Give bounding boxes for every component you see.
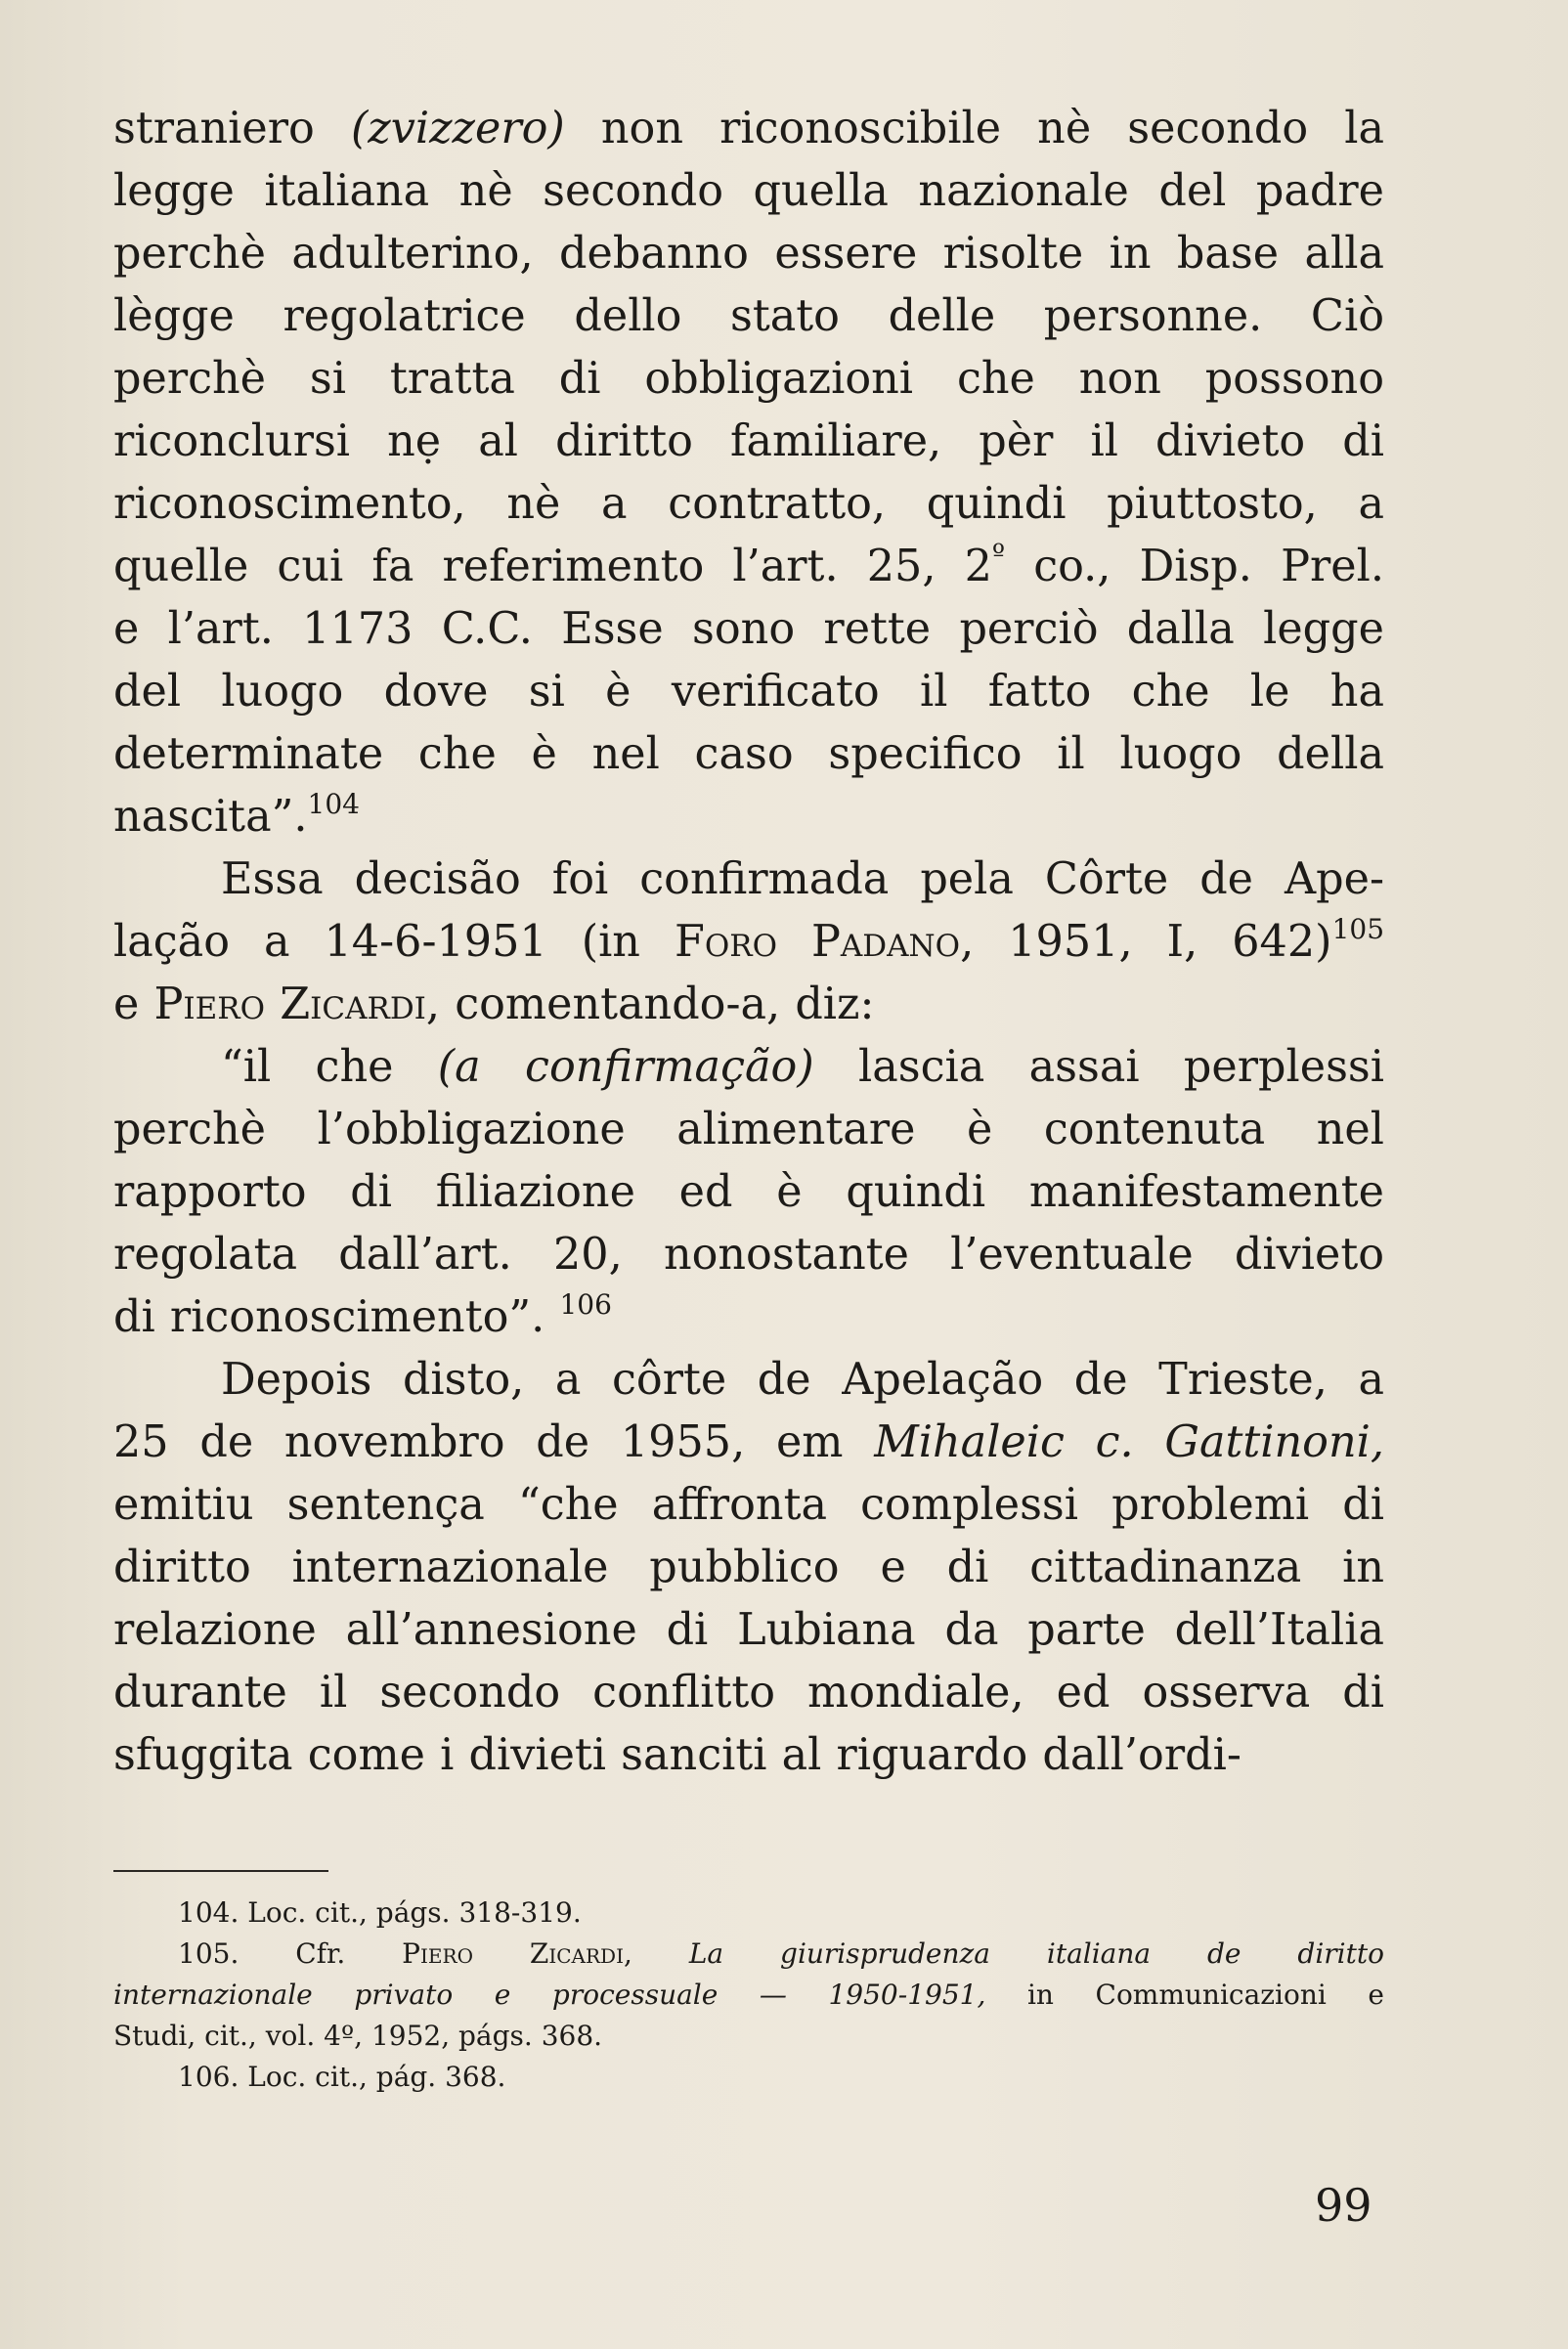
footnote-106 [113,2057,1384,2098]
page-number: 99 [1315,2179,1372,2232]
text-line: durante il secondo conflitto mondiale, ed osserva di [113,1668,1384,1718]
small-caps-text: Foro Padano [674,917,961,967]
italic-text: Mihaleic c. Gattinoni, [874,1417,1384,1467]
text-line: e l’art. 1173 C.C. Esse sono rette perciò dalla legge [113,604,1384,654]
footnote-line: Studi, cit., vol. 4º, 1952, págs. 368. [113,2020,603,2052]
text-line: “il che (a confirmação) lascia assai perplessi [221,1042,1384,1092]
small-caps-text: Piero Zicardi [402,1937,624,1970]
text-line: rapporto di filiazione ed è quindi manifestamente [113,1167,1384,1217]
footnote-104 [113,1892,1384,1934]
italic-text: (a confirmação) [437,1042,814,1092]
superscript: º [991,538,1006,570]
text-line: lègge regolatrice dello stato delle personne. Ciò [113,291,1384,341]
text-line: legge italiana nè secondo quella nazionale del padre [113,166,1384,216]
text-line: 25 de novembro de 1955, em Mihaleic c. Gattinoni, [113,1417,1384,1467]
text-line: emitiu sentença “che affronta complessi problemi di [113,1480,1384,1530]
text-line: sfuggita come i divieti sanciti al riguardo dall’ordi- [113,1730,1241,1780]
italic-text: internazionale privato e processuale — 1950-1951, [113,1979,986,2011]
text-line: riconoscimento, nè a contratto, quindi piuttosto, a [113,479,1384,529]
body-text [113,98,1384,1787]
superscript: 106 [559,1288,612,1321]
footnote-line: 106. Loc. cit., pág. 368. [178,2061,506,2093]
paragraph [113,98,1384,848]
text-line: quelle cui fa referimento l’art. 25, $2^º$ co., Disp. Prel. [113,538,1384,591]
text-line: di riconoscimento”. $^{106}$ [113,1288,612,1342]
text-line: nascita”.$^{104}$ [113,788,360,842]
paragraph [113,1349,1384,1787]
text-line: perchè adulterino, debanno essere risolte in base alla [113,229,1384,279]
text-line: relazione all’annesione di Lubiana da parte dell’Italia [113,1605,1384,1655]
text-line: perchè si tratta di obbligazioni che non possono [113,354,1384,404]
text-line: diritto internazionale pubblico e di cittadinanza in [113,1543,1384,1592]
text-line: Depois disto, a côrte de Apelação de Trieste, a [221,1355,1384,1405]
text-line: e Piero Zicardi, comentando-a, diz: [113,979,875,1029]
footnotes [113,1892,1384,2098]
footnote-line: 105. Cfr. Piero Zicardi, La giurisprudenza italiana de diritto [178,1937,1384,1970]
text-line: lação a 14-6-1951 (in Foro Padano, 1951, I, 642)$^{105}$ [113,913,1385,967]
block-quote [113,1036,1384,1349]
superscript: 105 [1331,913,1385,945]
superscript: 104 [307,788,360,820]
footnote-separator [113,1870,328,1872]
paragraph [113,848,1384,1036]
text-line: Essa decisão foi confirmada pela Côrte de Ape- [221,854,1384,904]
small-caps-text: Piero Zicardi [153,979,426,1029]
footnote-105 [113,1934,1384,2057]
footnote-line: internazionale privato e processuale — 1950-1951, in Communicazioni e [113,1979,1384,2011]
italic-text: (zvizzero) [350,104,565,153]
text-line: riconclursi nẹ al diritto familiare, pèr il divieto di [113,416,1384,466]
text-line: straniero (zvizzero) non riconoscibile nè secondo la [113,104,1384,153]
text-line: regolata dall’art. 20, nonostante l’eventuale divieto [113,1230,1384,1280]
text-line: perchè l’obbligazione alimentare è contenuta nel [113,1105,1384,1154]
text-line: del luogo dove si è verificato il fatto che le ha [113,667,1384,717]
italic-text: La giurisprudenza italiana de diritto [688,1937,1384,1970]
footnote-line: 104. Loc. cit., págs. 318-319. [178,1896,582,1929]
text-line: determinate che è nel caso specifico il luogo della [113,729,1384,779]
